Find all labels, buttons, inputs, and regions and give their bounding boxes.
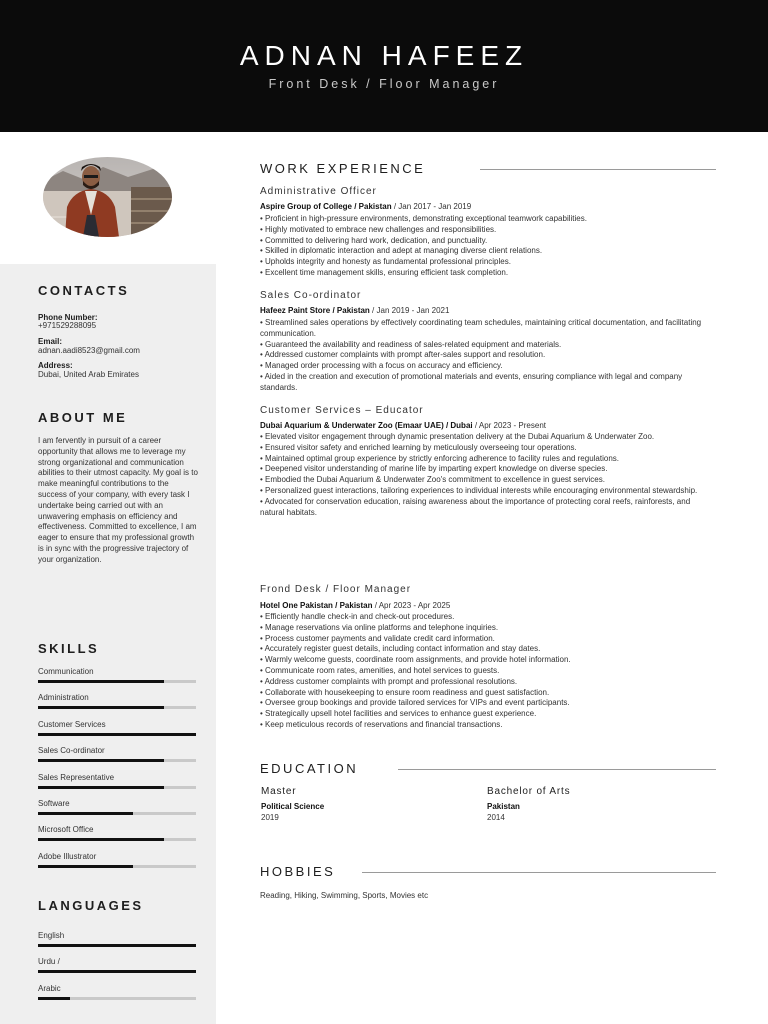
skill-item: [38, 667, 196, 683]
job-bullet: • Personalized guest interactions, tailoring experiences to individual interests while encouraging environmental stewardship.: [260, 485, 698, 495]
work-experience-heading: WORK EXPERIENCE: [260, 161, 426, 176]
job-title: Customer Services – Educator: [260, 405, 424, 416]
candidate-name: ADNAN HAFEEZ: [239, 40, 529, 71]
about-heading: ABOUT ME: [38, 410, 128, 425]
phone-value: +971529288095: [38, 321, 97, 330]
skill-level-fill: [38, 838, 164, 841]
skill-level-fill: [38, 759, 164, 762]
job-bullets: [260, 214, 716, 279]
job-company: Aspire Group of College / Pakistan: [260, 202, 392, 211]
education-heading: EDUCATION: [260, 761, 359, 776]
language-item: [38, 957, 196, 973]
job-bullet: • Addressed customer complaints with prompt after-sales support and resolution.: [260, 350, 546, 360]
skill-level-track: [38, 706, 196, 709]
language-level-fill: [38, 970, 196, 973]
job-bullets: [260, 318, 716, 394]
job-bullet: • Excellent time management skills, ensuring efficient task completion.: [260, 267, 509, 277]
languages-heading: LANGUAGES: [38, 898, 144, 913]
job-title: Frond Desk / Floor Manager: [260, 584, 412, 595]
skill-label: Customer Services: [38, 719, 106, 729]
skill-item: [38, 852, 196, 868]
skill-level-track: [38, 759, 196, 762]
language-item: [38, 984, 196, 1000]
job-bullet: • Manage reservations via online platforms and telephone inquiries.: [260, 622, 499, 632]
job-bullet: • Efficiently handle check-in and check-out procedures.: [260, 612, 455, 621]
hobbies-divider: [362, 872, 716, 873]
job-bullets: [260, 612, 716, 731]
language-level-track: [38, 944, 196, 947]
candidate-title: Front Desk / Floor Manager: [268, 77, 500, 91]
resume-header: [0, 0, 768, 132]
education-field-2: Pakistan: [487, 802, 520, 811]
job-bullet: • Committed to delivering hard work, dedication, and punctuality.: [260, 235, 488, 245]
language-level-track: [38, 970, 196, 973]
avatar: [43, 157, 172, 237]
email-label: Email:: [38, 337, 63, 346]
job-bullet: • Warmly welcome guests, coordinate room assignments, and provide hotel information.: [260, 655, 571, 665]
job-title: Sales Co-ordinator: [260, 290, 362, 301]
skill-level-track: [38, 733, 196, 736]
job-dates: / Apr 2023 - Present: [472, 421, 546, 430]
job-bullet: • Streamlined sales operations by effectively coordinating team schedules, maintaining critical documentation, and facilitating communication.: [260, 318, 702, 338]
job-dates: / Jan 2019 - Jan 2021: [369, 306, 450, 315]
job-bullet: • Collaborate with housekeeping to ensure room readiness and guest satisfaction.: [260, 687, 550, 697]
job-bullet: • Accurately register guest details, including contact information and stay dates.: [260, 644, 541, 654]
job-bullet: • Guaranteed the availability and readiness of sales-related equipment and materials.: [260, 339, 562, 349]
skill-item: [38, 746, 196, 762]
language-level-track: [38, 997, 196, 1000]
skill-level-fill: [38, 706, 164, 709]
skill-label: Communication: [38, 667, 94, 676]
job-bullet: • Address customer complaints with prompt and professional resolutions.: [260, 676, 518, 686]
job-bullet: • Ensured visitor safety and enriched learning by meticulously overseeing tour operations.: [260, 442, 577, 452]
job-dates: / Apr 2023 - Apr 2025: [372, 601, 451, 610]
job-bullet: • Skilled in diplomatic interaction and adept at managing diverse client relations.: [260, 246, 543, 256]
contacts-heading: CONTACTS: [38, 283, 130, 298]
address-value: Dubai, United Arab Emirates: [38, 370, 139, 379]
language-level-fill: [38, 997, 70, 1000]
job-bullets: [260, 432, 716, 518]
job-bullet: • Process customer payments and validate credit card information.: [260, 633, 495, 643]
job-company: Hotel One Pakistan / Pakistan: [260, 601, 373, 610]
skill-item: [38, 773, 196, 789]
job-company-line: [260, 421, 546, 430]
skill-level-fill: [38, 680, 164, 683]
language-level-fill: [38, 944, 196, 947]
job-company: Hafeez Paint Store / Pakistan: [260, 306, 370, 315]
job-company-line: [260, 601, 450, 610]
language-label: Urdu /: [38, 957, 60, 967]
skill-level-track: [38, 786, 196, 789]
address-label: Address:: [38, 361, 73, 370]
job-bullet: • Deepened visitor understanding of marine life by imparting expert knowledge on diverse species.: [260, 464, 608, 474]
skill-label: Sales Co-ordinator: [38, 746, 105, 756]
job-bullet: • Highly motivated to embrace new challenges and responsibilities.: [260, 224, 497, 234]
education-year-2: 2014: [487, 813, 505, 822]
skill-item: [38, 825, 196, 841]
email-value: adnan.aadi8523@gmail.com: [38, 346, 140, 355]
skill-label: Sales Representative: [38, 772, 115, 782]
hobbies-text: Reading, Hiking, Swimming, Sports, Movies etc: [260, 891, 429, 900]
skill-level-fill: [38, 812, 133, 815]
job-bullet: • Keep meticulous records of reservations and financial transactions.: [260, 719, 503, 729]
skill-label: Adobe Illustrator: [38, 851, 97, 861]
job-bullet: • Upholds integrity and honesty as fundamental professional principles.: [260, 257, 511, 267]
language-label: Arabic: [38, 983, 61, 993]
language-label: English: [38, 931, 65, 940]
job-company-line: [260, 202, 471, 211]
job-company-line: [260, 306, 449, 315]
skill-level-fill: [38, 865, 133, 868]
about-text: I am fervently in pursuit of a career opportunity that allows me to leverage my strong organizational and communication abilities to their utmost capacity. My goal is to make meaningful contributions to the success of your company, with every task I undertake being carried out with an unwavering emphasis on efficiency and effectiveness. Committed to excellence, I am eager to ensure that my professional growth is in sync with the progressive trajectory of your organization.: [38, 436, 198, 564]
skill-level-track: [38, 680, 196, 683]
hobbies-heading: HOBBIES: [260, 864, 336, 879]
job-dates: / Jan 2017 - Jan 2019: [391, 202, 472, 211]
education-field-1: Political Science: [261, 802, 325, 811]
skill-label: Software: [38, 799, 70, 808]
skill-level-track: [38, 838, 196, 841]
skill-label: Microsoft Office: [38, 825, 94, 835]
profile-photo-illustration: [43, 157, 172, 237]
skill-label: Administration: [38, 693, 89, 703]
job-bullet: • Maintained optimal group experience by strictly enforcing adherence to facility rules and regulations.: [260, 453, 619, 463]
job-bullet: • Proficient in high-pressure environments, demonstrating exceptional teamwork capabilities.: [260, 214, 587, 223]
job-bullet: • Aided in the creation and execution of promotional materials and events, ensuring compliance with legal and company standards.: [260, 371, 683, 392]
skills-heading: SKILLS: [38, 641, 100, 656]
skill-level-fill: [38, 733, 196, 736]
job-bullet: • Strategically upsell hotel facilities and services to enhance guest experience.: [260, 709, 537, 719]
phone-label: Phone Number:: [38, 313, 98, 322]
skill-level-fill: [38, 786, 164, 789]
job-bullet: • Elevated visitor engagement through dynamic presentation delivery at the Dubai Aquarium & Underwater Zoo.: [260, 432, 655, 441]
work-divider: [480, 169, 716, 170]
skill-item: [38, 720, 196, 736]
education-year-1: 2019: [261, 813, 279, 822]
skill-item: [38, 799, 196, 815]
skill-level-track: [38, 812, 196, 815]
job-bullet: • Embodied the Dubai Aquarium & Underwater Zoo's commitment to excellence in guest services.: [260, 475, 605, 485]
job-title: Administrative Officer: [260, 186, 377, 197]
education-degree-2: Bachelor of Arts: [487, 786, 571, 797]
education-degree-1: Master: [261, 786, 297, 797]
language-item: [38, 931, 196, 947]
skill-level-track: [38, 865, 196, 868]
education-divider: [398, 769, 716, 770]
skill-item: [38, 693, 196, 709]
job-bullet: • Managed order processing with a focus on accuracy and efficiency.: [260, 361, 503, 371]
job-bullet: • Advocated for conservation education, raising awareness about the importance of protecting coral reefs, rainforests, and natural habitats.: [260, 496, 691, 517]
job-bullet: • Oversee group bookings and provide tailored services for VIPs and event participants.: [260, 698, 570, 708]
job-bullet: • Communicate room rates, amenities, and hotel services to guests.: [260, 665, 500, 675]
job-company: Dubai Aquarium & Underwater Zoo (Emaar UAE) / Dubai: [260, 421, 473, 430]
